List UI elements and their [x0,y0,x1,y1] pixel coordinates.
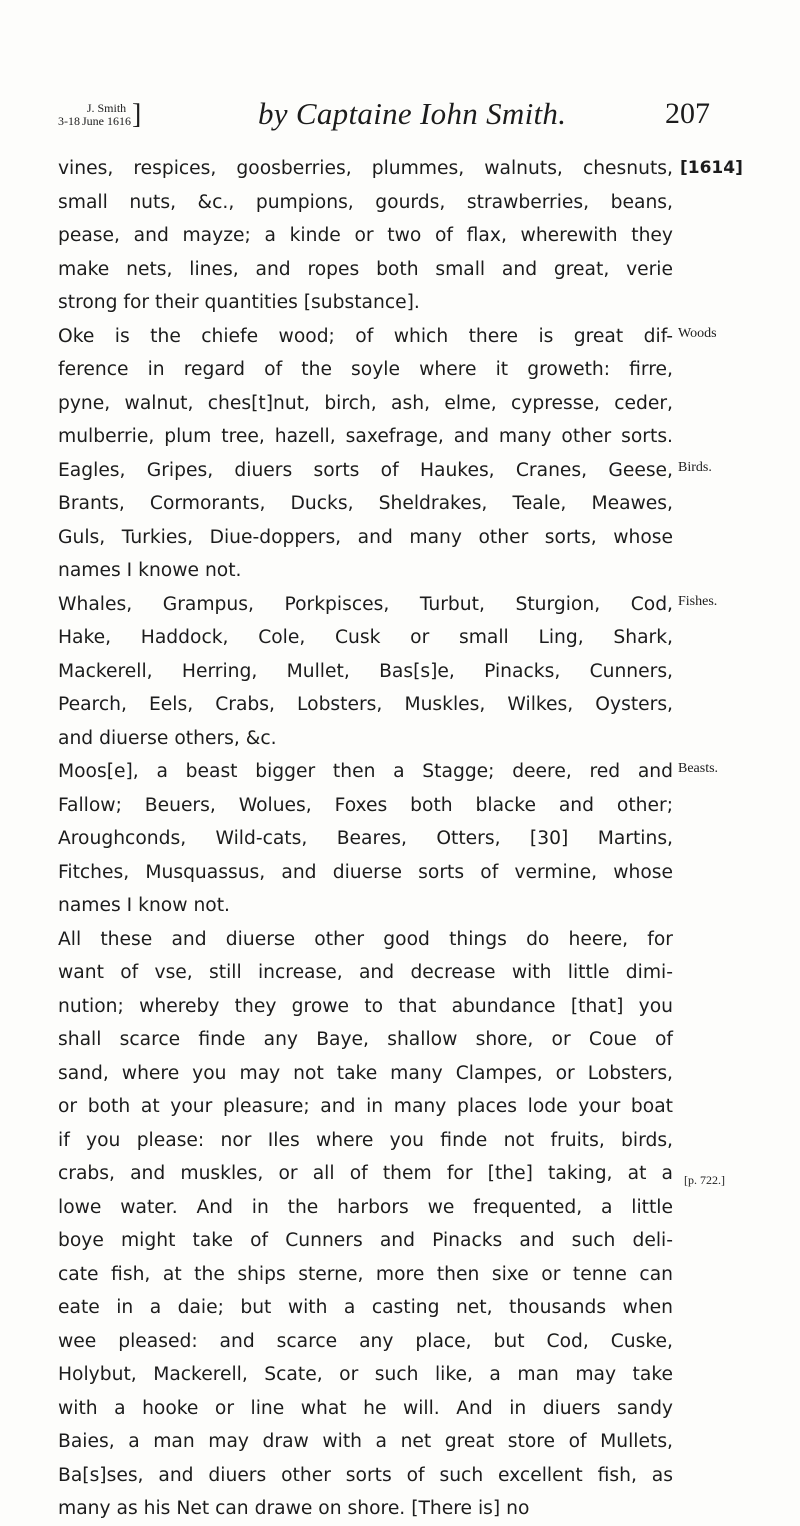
text-line: Fitches, Musquassus, and diuerse sorts of vermine, whose [58,861,673,883]
text-line: lowe water. And in the harbors we frequented, a little [58,1196,673,1218]
text-line: pyne, walnut, ches[t]nut, birch, ash, elme, cypresse, ceder, [58,392,673,414]
text-line: make nets, lines, and ropes both small and great, verie [58,258,673,280]
text-line: Eagles, Gripes, diuers sorts of Haukes, Cranes, Geese, [58,459,673,481]
sidenote-birds: Birds. [678,460,712,475]
sidenote-woods: Woods [678,326,717,341]
text-line: Oke is the chiefe wood; of which there is great dif- [58,325,673,347]
margin-note-author: J. Smith [86,101,127,115]
text-line: ference in regard of the soyle where it groweth: firre, [58,359,673,380]
text-line: sand, where you may not take many Clampes, or Lobsters, [58,1062,673,1084]
text-line: wee pleased: and scarce any place, but Cod, Cuske, [58,1330,673,1352]
text-line: Mackerell, Herring, Mullet, Bas[s]e, Pinacks, Cunners, [58,660,673,682]
margin-note-date: June 1616 [82,114,131,128]
text-line: Guls, Turkies, Diue-doppers, and many other sorts, whose [58,526,673,548]
text-line: with a hooke or line what he will. And in diuers sandy [58,1397,673,1419]
sidenote-beasts: Beasts. [678,761,719,776]
margin-note-range: 3-18 [58,113,80,128]
page-header [58,96,710,140]
text-line: pease, and mayze; a kinde or two of flax, wherewith they [58,225,673,246]
running-title: by Captaine Iohn Smith. [258,96,567,131]
sidenote-page-ref: [p. 722.] [684,1173,725,1187]
text-line: or both at your pleasure; and in many places lode your boat [58,1096,673,1117]
text-line: shall scarce finde any Baye, shallow shore, or Coue of [58,1029,673,1050]
sidenote-year: [1614] [680,158,743,178]
text-line: and diuerse others, &c. [58,727,277,749]
text-line: strong for their quantities [substance]. [58,292,420,313]
text-line: small nuts, &c., pumpions, gourds, strawberries, beans, [58,191,673,213]
text-line: names I knowe not. [58,560,242,581]
text-line: Moos[e], a beast bigger then a Stagge; deere, red and [58,761,673,782]
text-line: eate in a daie; but with a casting net, thousands when [58,1297,673,1318]
text-line: Brants, Cormorants, Ducks, Sheldrakes, Teale, Meawes, [58,493,673,514]
text-line: nution; whereby they growe to that abundance [that] you [58,995,673,1017]
sidenote-fishes: Fishes. [678,594,718,609]
text-line: crabs, and muskles, or all of them for [the] taking, at a [58,1163,673,1184]
text-line: names I know not. [58,895,230,916]
text-line: vines, respices, goosberries, plummes, walnuts, chesnuts, [58,158,673,179]
text-line: many as his Net can drawe on shore. [There is] no [58,1498,530,1519]
text-line: Hake, Haddock, Cole, Cusk or small Ling, Shark, [58,627,673,648]
margin-note [58,99,142,130]
bracket-glyph: ] [132,99,142,130]
text-line: All these and diuerse other good things do heere, for [58,928,673,950]
page-number: 207 [665,97,710,130]
text-line: Holybut, Mackerell, Scate, or such like, a man may take [58,1364,673,1385]
text-line: Aroughconds, Wild-cats, Beares, Otters, [30] Martins, [58,828,673,849]
text-line: want of vse, still increase, and decrease with little dimi- [58,962,673,983]
text-line: Whales, Grampus, Porkpisces, Turbut, Sturgion, Cod, [58,593,673,615]
text-line: Pearch, Eels, Crabs, Lobsters, Muskles, Wilkes, Oysters, [58,694,673,715]
text-line: Fallow; Beuers, Wolues, Foxes both blacke and other; [58,794,673,816]
text-line: cate fish, at the ships sterne, more then sixe or tenne can [58,1263,673,1285]
text-line: Ba[s]ses, and diuers other sorts of such excellent fish, as [58,1464,673,1486]
text-line: if you please: nor Iles where you finde not fruits, birds, [58,1129,673,1151]
text-line: mulberrie, plum tree, hazell, saxefrage, and many other sorts. [58,426,673,447]
text-line: boye might take of Cunners and Pinacks and such deli- [58,1230,673,1251]
body-text [58,152,673,1526]
text-line: Baies, a man may draw with a net great store of Mullets, [58,1431,673,1452]
